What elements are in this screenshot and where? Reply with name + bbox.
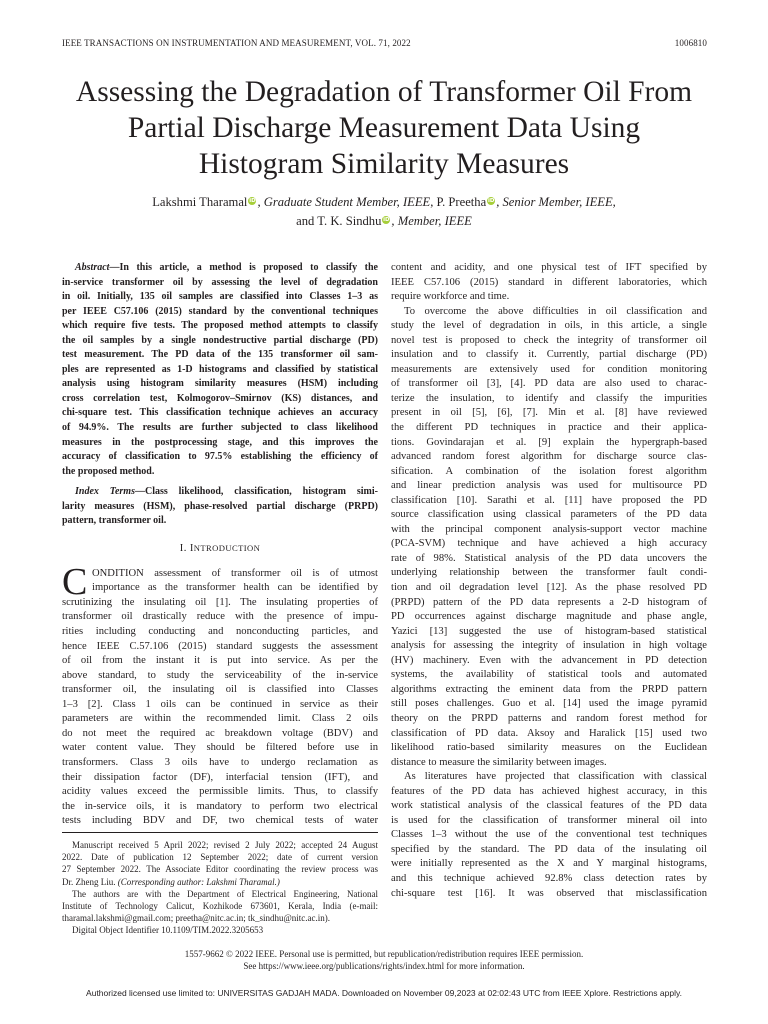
body-line [391, 872, 707, 887]
line-text: hence IEEE C.57.106 (2015) standard suggests the assessment [62, 640, 378, 652]
body-line [391, 887, 707, 902]
intro-line [62, 610, 378, 625]
line-text: rities including conducting and nonconducting particles, and [62, 626, 378, 638]
index-terms [62, 485, 378, 529]
line-text: (PRPD) pattern of the PD data represents a 2-D histogram of [391, 596, 707, 608]
body-line [391, 479, 707, 494]
line-text: advanced random forest algorithm for discharge source clas- [391, 451, 707, 463]
abstract-line [62, 436, 378, 451]
line-text: is used for the classification of transformer mineral oil into [391, 814, 707, 826]
section-heading [62, 541, 378, 555]
line-text: water content value. They should be filtered before use in [62, 742, 378, 754]
intro-line [62, 698, 378, 713]
line-text: specified by the standard. The PD data of the insulating oil [391, 843, 707, 855]
author-line [40, 212, 728, 231]
line-text: rate of 98%. Statistical analysis of the PD data uncovers the [391, 552, 707, 564]
copyright-line: See https://www.ieee.org/publications/rights/index.html for more information. [243, 961, 525, 971]
footnote-line [62, 863, 378, 875]
paper-title [40, 74, 728, 182]
line-text: larity measures (HSM), phase-resolved partial discharge (PRPD) [62, 500, 378, 512]
line-text: chi-square test [16]. It was observed that misclassification [391, 887, 707, 899]
body-line [391, 785, 707, 800]
copyright-line: 1557-9662 © 2022 IEEE. Personal use is permitted, but republication/redistribution requires IEEE permission. [184, 949, 584, 959]
line-text: of oil from the instant it is put into service. As per the [62, 655, 378, 667]
body-line [391, 508, 707, 523]
body-line [391, 537, 707, 552]
body-line [391, 741, 707, 756]
line-text: tests including BDV and DF, two chemical tests of water [62, 815, 378, 827]
line-text: test measurement. The PD data of the 135 transformer oil sam- [62, 349, 378, 361]
line-text: acidity values exceed the permissible limits. Thus, to classify [62, 786, 378, 798]
intro-line: ONDITION assessment of transformer oil is of utmost [92, 567, 378, 579]
line-text: distance to measure the similarity between images. [391, 756, 607, 768]
line-text: theory on the PRPD patterns and random forest method for [391, 712, 707, 724]
line-text: (PCA-SVM) technique and have achieved a high accuracy [391, 538, 707, 550]
abstract-line [62, 319, 378, 334]
index-terms-line [62, 514, 378, 529]
abstract-line [62, 363, 378, 378]
drop-cap: C [62, 560, 88, 603]
line-text: pattern, transformer oil. [62, 515, 167, 527]
section-number: I. [179, 542, 190, 554]
line-text: 2022. Date of publication 12 September 2022; date of current version [62, 852, 378, 863]
author-name: Lakshmi Tharamal [152, 195, 248, 209]
line-text: (HV) machinery. Even with the advancement in PD detection [391, 654, 707, 666]
intro-line [62, 669, 378, 684]
abstract-line [62, 261, 378, 276]
download-footer: Authorized licensed use limited to: UNIVERSITAS GADJAH MADA. Downloaded on November 09,2023 at 02:02:43 UTC from IEEE Xplore. Restrictions apply. [86, 988, 682, 998]
body-line [391, 406, 707, 421]
line-text: chi-square test. This classification technique achieves an accuracy [62, 407, 378, 419]
line-text: work statistical analysis of the classical features of the PD data [391, 800, 707, 812]
body-line [391, 828, 707, 843]
line-text: parameters are within the recommended limit. Class 2 oils [62, 713, 378, 725]
line-text: —Class likelihood, classification, histogram simi- [134, 486, 378, 498]
line-text: of transformer oil [3], [4]. PD data are also used to charac- [391, 378, 707, 390]
line-text: features of the PD data has achieved highest accuracy, in this [391, 785, 707, 797]
footnotes [62, 832, 378, 937]
author-list [40, 193, 728, 231]
line-text: above standard, to study the serviceability of the in-service [62, 669, 378, 681]
abstract [62, 261, 378, 479]
line-text: measurements are extensively used for condition monitoring [391, 363, 707, 375]
line-text: Classes 1–3 without the use of the conventional test techniques [391, 829, 707, 841]
line-text: classification [10]. Sarathi et al. [11] have proposed the PD [391, 494, 707, 506]
intro-line [62, 683, 378, 698]
intro-line: importance as the transformer health can be identified by [92, 582, 378, 594]
body-line [391, 581, 707, 596]
line-text: of 94.9%. The results are further subjected to class likelihood [62, 422, 378, 434]
body-line [391, 712, 707, 727]
line-text: transformer oil drastically reduce with the presence of impu- [62, 611, 378, 623]
line-text: still poses challenges. Guo et al. [14] used the image pyramid [391, 698, 707, 710]
body-line [391, 756, 707, 771]
line-text: 1–3 [2]. Class 1 oils can be continued in service as their [62, 698, 378, 710]
index-terms-line [62, 485, 378, 500]
abstract-label: Abstract [75, 262, 110, 273]
body-line [391, 814, 707, 829]
body-line [391, 523, 707, 538]
right-column [391, 261, 707, 901]
body-line [391, 319, 707, 334]
intro-line [62, 712, 378, 727]
line-text: with the principal component analysis-support vector machine [391, 523, 707, 535]
index-terms-line [62, 500, 378, 515]
abstract-line [62, 406, 378, 421]
line-text: PD occurrences against discharge magnitude and phase angle, [391, 611, 707, 623]
line-text: insulation and to classify it. Currently, partial discharge (PD) [391, 349, 707, 361]
footnote-line: tharamal.lakshmi@gmail.com; preetha@nitc.ac.in; tk_sindhu@nitc.ac.in). [62, 913, 331, 924]
body-line [391, 552, 707, 567]
line-text: study the level of degradation in oils, in this article, a single [391, 320, 707, 332]
line-text: measures in the postprocessing stage, and this improves the [62, 436, 378, 448]
line-text: in-service transformer oil by assessing the level of degradation [62, 276, 378, 288]
running-head [62, 38, 707, 52]
body-line [391, 727, 707, 742]
abstract-line [62, 334, 378, 349]
author-name: and T. K. Sindhu [296, 214, 382, 228]
line-text: in oil. Initially, 135 oil samples are classified into Classes 1–3 as [62, 291, 378, 303]
footnote-line: Digital Object Identifier 10.1109/TIM.2022.3205653 [72, 925, 264, 936]
line-text: cross correlation test, Kolmogorov–Smirnov (KS) distances, and [62, 392, 378, 404]
left-column [62, 261, 378, 829]
line-text: analysis using histogram similarity measures (HSM) including [62, 378, 378, 390]
abstract-line [62, 421, 378, 436]
line-text: Yazici [13] suggested the use of histogram-based statistical [391, 625, 707, 637]
line-text: tions. Govindarajan et al. [9] explain the hypergraph-based [391, 436, 707, 448]
intro-line [62, 771, 378, 786]
abstract-line [62, 377, 378, 392]
line-text: content and acidity, and one physical test of IFT specified by [391, 262, 707, 273]
body-line [391, 290, 707, 305]
line-text: analysis for assessing the integrity of insulation in high voltage [391, 640, 707, 652]
corresponding-author: (Corresponding author: Lakshmi Tharamal.) [117, 876, 280, 887]
author-line [40, 193, 728, 212]
intro-line [62, 800, 378, 815]
body-line [391, 450, 707, 465]
line-text: IEEE C57.106 (2015) standard in different laboratories, which [391, 276, 707, 288]
body-line [391, 770, 707, 785]
line-text: likelihood ratio-based similarity measures on the Euclidean [391, 742, 707, 754]
line-text: sification. A combination of the isolation forest algorithm [391, 465, 707, 477]
line-text: were initially represented as the X and Y marginal histograms, [391, 858, 707, 870]
body-line [391, 654, 707, 669]
body-line [391, 334, 707, 349]
body-line [391, 436, 707, 451]
abstract-line [62, 348, 378, 363]
intro-paragraph [62, 560, 378, 829]
body-line [391, 843, 707, 858]
intro-line [62, 625, 378, 640]
section-initial: I [189, 542, 194, 554]
body-line [391, 465, 707, 480]
intro-line [62, 640, 378, 655]
index-terms-label: Index Terms [75, 486, 135, 498]
copyright-notice [40, 948, 728, 972]
line-text: the oil samples by a single nondestructive partial discharge (PD) [62, 334, 378, 346]
body-line [391, 377, 707, 392]
line-text: novel test is proposed to check the integrity of transformer oil [391, 334, 707, 346]
line-text: the different PD techniques in practice and their applica- [391, 422, 707, 434]
page-number: 1006810 [674, 38, 707, 48]
line-text: Manuscript received 5 April 2022; revised 2 July 2022; accepted 24 August [72, 840, 378, 850]
body-line [391, 625, 707, 640]
line-text: source classification using classical parameters of the PD data [391, 509, 707, 521]
orcid-icon[interactable]: iD [249, 198, 256, 204]
body-line [391, 305, 707, 320]
title-line: Assessing the Degradation of Transformer Oil From [75, 76, 693, 108]
line-text: and linear prediction analysis was used for multisource PD [391, 480, 707, 492]
author-affiliation: , Graduate Student Member, IEEE [257, 195, 431, 209]
body-line [391, 261, 707, 276]
line-text: do not meet the required ac breakdown voltage (BDV) and [62, 727, 378, 739]
line-text: which require five tests. The proposed method attempts to classify [62, 320, 378, 332]
line-text: Dr. Zheng Liu. [62, 876, 118, 887]
body-line [391, 668, 707, 683]
line-text: per IEEE C57.106 (2015) standard by the conventional techniques [62, 305, 378, 317]
line-text: —In this article, a method is proposed to classify the [109, 262, 378, 273]
line-text: ples are represented as 1-D histograms and classified by statistical [62, 363, 378, 375]
body-line [391, 392, 707, 407]
intro-line [62, 814, 378, 829]
author-name: , P. Preetha [430, 195, 487, 209]
footnote-line [62, 839, 378, 851]
line-text: the in-service oils, it is mandatory to perform two electrical [62, 800, 378, 812]
line-text: require workforce and time. [391, 291, 510, 303]
body-line [391, 857, 707, 872]
abstract-line [62, 305, 378, 320]
body-line [391, 596, 707, 611]
title-line: Histogram Similarity Measures [198, 148, 570, 180]
abstract-line [62, 450, 378, 465]
line-text: their dissipation factor (DF), interfacial tension (IFT), and [62, 771, 378, 783]
intro-line [62, 596, 378, 611]
body-line [391, 799, 707, 814]
line-text: algorithms extracting the eminent data from the PRPD pattern [391, 683, 707, 695]
body-line [391, 494, 707, 509]
abstract-line [62, 276, 378, 291]
author-affiliation: , Member, IEEE [391, 214, 472, 228]
line-text: systems, the availability of statistical tools and automated [391, 669, 707, 681]
line-text: As literatures have projected that classification with classical [404, 771, 707, 783]
orcid-icon[interactable]: iD [487, 198, 495, 204]
abstract-line [62, 465, 378, 480]
intro-line [62, 741, 378, 756]
line-text: classification of PD data. Aksoy and Haralick [15] used two [391, 727, 707, 739]
intro-line [62, 785, 378, 800]
line-text: To overcome the above difficulties in oil classification and [404, 305, 707, 317]
author-affiliation: , Senior Member, IEEE, [496, 195, 616, 209]
title-line: Partial Discharge Measurement Data Using [127, 112, 641, 144]
body-line [391, 421, 707, 436]
body-line [391, 697, 707, 712]
footnote-line: The authors are with the Department of Electrical Engineering, National [72, 888, 378, 899]
intro-line [62, 727, 378, 742]
line-text: scrutinizing the insulating oil [1]. The insulating properties of [62, 596, 378, 608]
line-text: 27 September 2022. The Associate Editor coordinating the review process was [62, 864, 378, 875]
line-text: the proposed method. [62, 465, 155, 477]
abstract-line [62, 290, 378, 305]
body-line [391, 683, 707, 698]
body-line [391, 363, 707, 378]
line-text: accuracy of classification to 97.5% establishing the efficiency of [62, 451, 378, 463]
line-text: tion and oil degradation level [12]. As the phase resolved PD [391, 582, 707, 594]
journal-name: IEEE TRANSACTIONS ON INSTRUMENTATION AND MEASUREMENT, VOL. 71, 2022 [62, 38, 411, 48]
section-title-rest: NTRODUCTION [193, 542, 261, 553]
abstract-line [62, 392, 378, 407]
footnote-line [62, 876, 378, 888]
body-line [391, 348, 707, 363]
intro-line [62, 654, 378, 669]
body-line [391, 610, 707, 625]
line-text: underlying relationship between the transformer fault condi- [391, 567, 707, 579]
line-text: terize the insulation, to identify and classify the impurities [391, 392, 707, 404]
line-text: present in oil [5], [6], [7]. Min et al. [8] have reviewed [391, 407, 707, 419]
footnote-line [62, 851, 378, 863]
line-text: transformer oil, the insulating oil is classified into Classes [62, 684, 378, 696]
body-line [391, 566, 707, 581]
footnote-line: Institute of Technology Calicut, Kozhikode 673601, Kerala, India (e-mail: [62, 900, 378, 911]
orcid-icon[interactable]: iD [383, 217, 390, 223]
body-line [391, 639, 707, 654]
body-line [391, 276, 707, 291]
line-text: transformers. Class 3 oils have to undergo reclamation as [62, 756, 378, 768]
intro-line [62, 756, 378, 771]
line-text: and this technique achieved 92.8% class detection rates by [391, 872, 707, 884]
